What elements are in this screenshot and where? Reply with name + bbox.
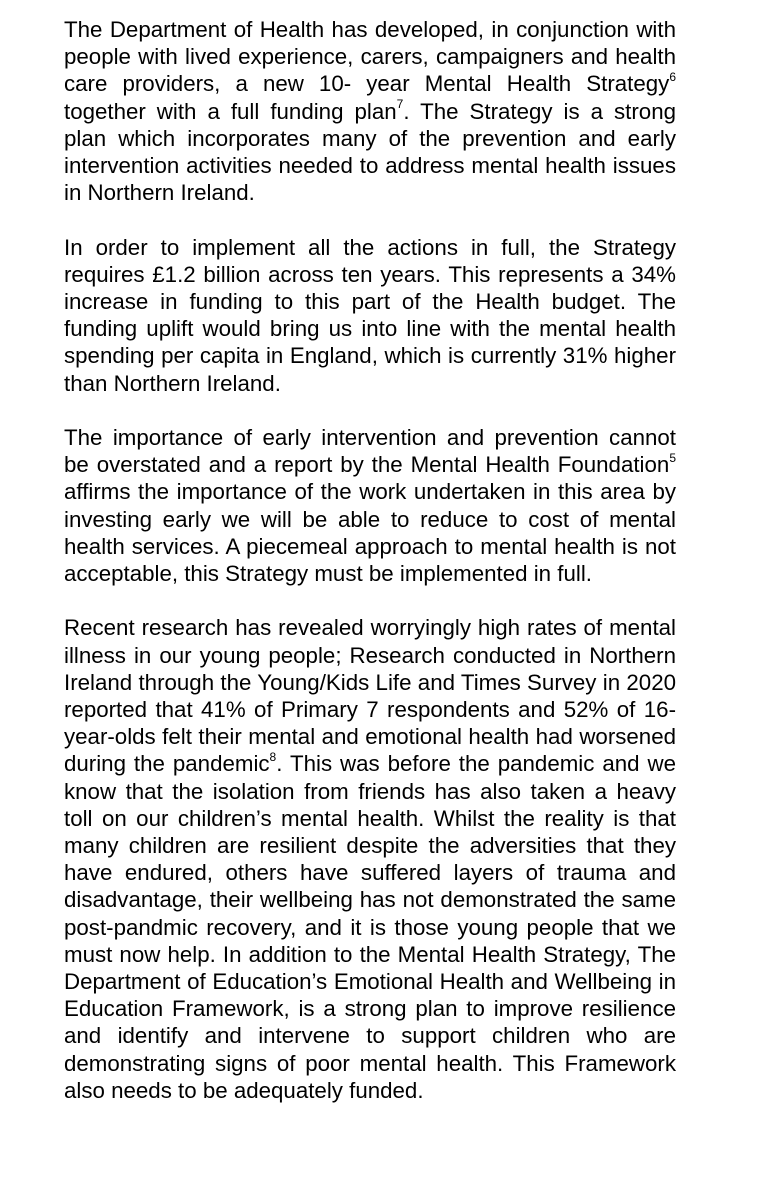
footnote-ref-6: 6 xyxy=(669,69,676,84)
paragraph-text: . The Strategy is a strong plan which incorporates many of the prevention and early intervention activities needed to address mental health issues in Northern Ireland. xyxy=(64,98,676,206)
paragraph-mental-health-strategy xyxy=(64,16,676,206)
paragraph-early-intervention xyxy=(64,424,676,587)
footnote-ref-8: 8 xyxy=(269,750,277,765)
paragraph-text: affirms the importance of the work undertaken in this area by investing early we will be able to reduce to cost of mental health services. A piecemeal approach to mental health is not acceptable, this Strategy must be implemented in full. xyxy=(64,479,676,587)
footnote-ref-7: 7 xyxy=(396,97,404,112)
paragraph-text: The Department of Health has developed, in conjunction with people with lived experience, carers, campaigners and health care providers, a new 10- year Mental Health Strategy xyxy=(64,17,676,97)
paragraph-funding xyxy=(64,234,676,397)
document-page xyxy=(64,16,676,1104)
paragraph-young-people-research xyxy=(64,614,676,1104)
paragraph-text: In order to implement all the actions in full, the Strategy requires £1.2 billion across ten years. This represents a 34% increase in funding to this part of the Health budget. The funding uplift would bring us into line with the mental health spending per capita in England, which is currently 31% higher than Northern Ireland. xyxy=(64,234,676,396)
paragraph-text: . This was before the pandemic and we know that the isolation from friends has also taken a heavy toll on our children’s mental health. Whilst the reality is that many children are resilient despite the adversities that they have endured, others have suffered layers of trauma and disadvantage, their wellbeing has not demonstrated the same post-pandmic recovery, and it is those young people that we must now help. In addition to the Mental Health Strategy, The Department of Education’s Emotional Health and Wellbeing in Education Framework, is a strong plan to improve resilience and identify and intervene to support children who are demonstrating signs of poor mental health. This Framework also needs to be adequately funded. xyxy=(64,751,677,1103)
paragraph-text: The importance of early intervention and prevention cannot be overstated and a report by the Mental Health Foundation xyxy=(64,425,676,478)
paragraph-text: together with a full funding plan xyxy=(64,98,397,124)
footnote-ref-5: 5 xyxy=(669,450,676,465)
paragraph-text: Recent research has revealed worryingly high rates of mental illness in our young people; Research conducted in Northern Ireland through the Young/Kids Life and Times Survey in 2020 reported that 41% of Primary 7 respondents and 52% of 16-year-olds felt their mental and emotional health had worsened during the pandemic xyxy=(64,615,676,777)
